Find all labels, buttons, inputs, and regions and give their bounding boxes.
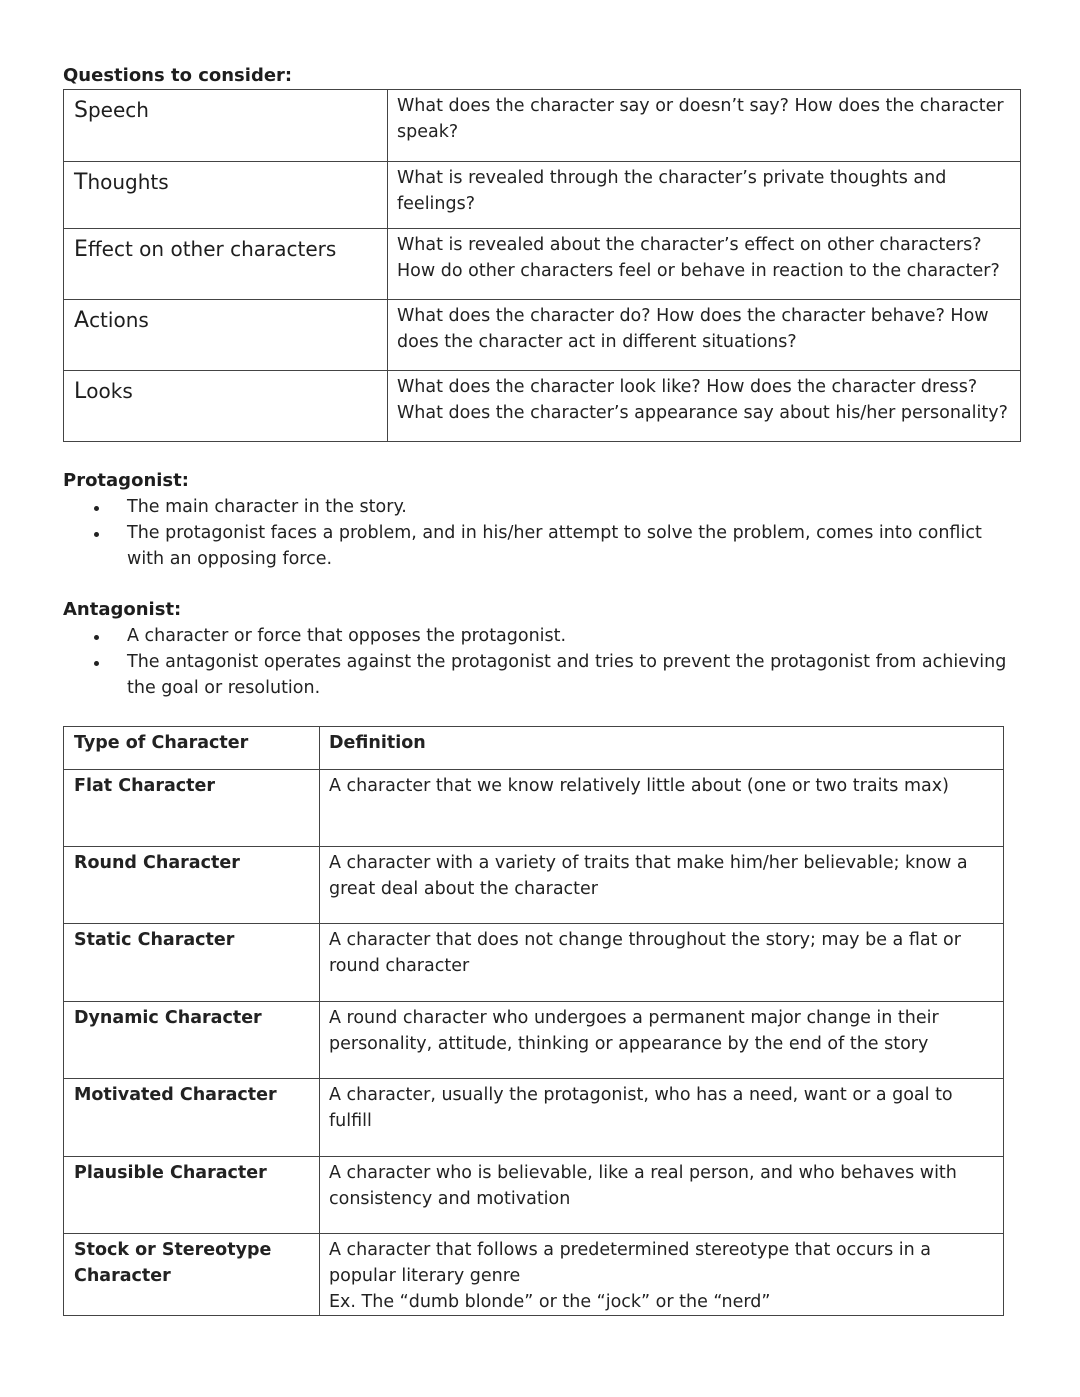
character-definition: A character, usually the protagonist, who has a need, want or a goal to fulfill xyxy=(320,1079,1004,1157)
question-term xyxy=(64,90,388,162)
character-definition: A character that does not change throughout the story; may be a flat or round character xyxy=(320,924,1004,1002)
term-rest: houghts xyxy=(87,170,169,194)
table-row xyxy=(64,1002,1004,1079)
question-term xyxy=(64,162,388,229)
bullet-icon xyxy=(94,532,99,537)
question-desc: What does the character say or doesn’t say? How does the character speak? xyxy=(388,90,1021,162)
antagonist-title: Antagonist: xyxy=(63,599,182,620)
list-item xyxy=(63,623,1023,649)
list-item xyxy=(63,649,1023,701)
table-row xyxy=(64,924,1004,1002)
character-type: Stock or Stereotype Character xyxy=(64,1234,320,1316)
column-header-type: Type of Character xyxy=(64,727,320,770)
list-item-text: The main character in the story. xyxy=(127,497,407,517)
term-initial: L xyxy=(74,379,87,404)
question-row-thoughts xyxy=(64,162,1021,229)
character-definition: A character who is believable, like a real person, and who behaves with consistency and motivation xyxy=(320,1157,1004,1234)
character-type: Motivated Character xyxy=(64,1079,320,1157)
term-initial: A xyxy=(74,308,90,333)
question-desc: What is revealed through the character’s private thoughts and feelings? xyxy=(388,162,1021,229)
table-row xyxy=(64,847,1004,924)
list-item xyxy=(63,494,1023,520)
character-definition: A round character who undergoes a permanent major change in their personality, attitude, thinking or appearance by the end of the story xyxy=(320,1002,1004,1079)
term-rest: ffect on other characters xyxy=(87,237,337,261)
term-rest: ooks xyxy=(86,379,133,403)
table-header-row xyxy=(64,727,1004,770)
character-type: Static Character xyxy=(64,924,320,1002)
character-type: Round Character xyxy=(64,847,320,924)
term-initial: S xyxy=(74,98,88,123)
term-rest: peech xyxy=(87,98,149,122)
definition-text: A character that follows a predetermined stereotype that occurs in a popular literary genre xyxy=(329,1240,932,1286)
bullet-icon xyxy=(94,506,99,511)
list-item xyxy=(63,520,1023,572)
questions-title: Questions to consider: xyxy=(63,65,293,86)
definition-example: Ex. The “dumb blonde” or the “jock” or the “nerd” xyxy=(329,1292,771,1312)
question-row-actions xyxy=(64,300,1021,371)
term-rest: ctions xyxy=(89,308,149,332)
question-row-effect xyxy=(64,229,1021,300)
term-initial: T xyxy=(74,170,88,195)
protagonist-title: Protagonist: xyxy=(63,470,189,491)
character-type: Plausible Character xyxy=(64,1157,320,1234)
term-initial: E xyxy=(74,237,88,262)
question-row-speech xyxy=(64,90,1021,162)
character-definition: A character with a variety of traits that make him/her believable; know a great deal about the character xyxy=(320,847,1004,924)
table-row xyxy=(64,1157,1004,1234)
question-desc: What is revealed about the character’s effect on other characters? How do other characters feel or behave in reaction to the character? xyxy=(388,229,1021,300)
column-header-definition: Definition xyxy=(320,727,1004,770)
table-row xyxy=(64,1079,1004,1157)
character-definition xyxy=(320,1234,1004,1316)
character-type: Flat Character xyxy=(64,770,320,847)
bullet-icon xyxy=(94,661,99,666)
character-types-table xyxy=(63,726,1004,1316)
question-desc: What does the character do? How does the character behave? How does the character act in different situations? xyxy=(388,300,1021,371)
question-term xyxy=(64,229,388,300)
list-item-text: The protagonist faces a problem, and in his/her attempt to solve the problem, comes into conflict with an opposing force. xyxy=(127,523,982,569)
list-item-text: A character or force that opposes the protagonist. xyxy=(127,626,567,646)
list-item-text: The antagonist operates against the protagonist and tries to prevent the protagonist from achieving the goal or resolution. xyxy=(127,652,1007,698)
protagonist-list xyxy=(63,494,1023,572)
table-row xyxy=(64,1234,1004,1316)
bullet-icon xyxy=(94,635,99,640)
question-term xyxy=(64,371,388,442)
question-row-looks xyxy=(64,371,1021,442)
questions-table xyxy=(63,89,1021,442)
question-term xyxy=(64,300,388,371)
table-row xyxy=(64,770,1004,847)
character-type: Dynamic Character xyxy=(64,1002,320,1079)
question-desc: What does the character look like? How does the character dress? What does the character’s appearance say about his/her personality? xyxy=(388,371,1021,442)
antagonist-list xyxy=(63,623,1023,701)
character-definition: A character that we know relatively little about (one or two traits max) xyxy=(320,770,1004,847)
